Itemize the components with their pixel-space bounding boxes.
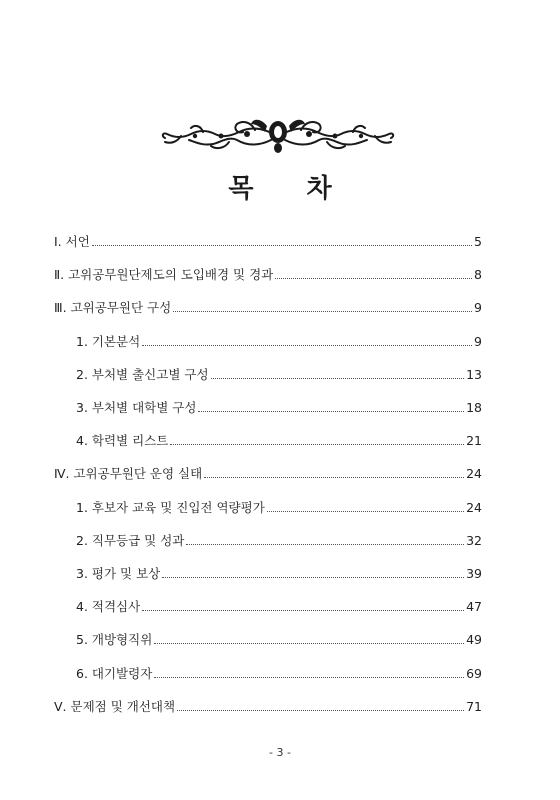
toc-entry-label: 5. 개방형직위 (76, 632, 153, 648)
toc-entry-page: 49 (466, 632, 482, 648)
toc-entry-label: 4. 학력별 리스트 (76, 433, 169, 449)
toc-entry-page: 8 (474, 267, 482, 283)
toc-entry-page: 24 (466, 466, 482, 482)
toc-entry[interactable] (54, 294, 482, 316)
toc-dot-leader (211, 378, 465, 379)
toc-dot-leader (204, 477, 464, 478)
toc-entry-page: 5 (474, 234, 482, 249)
toc-entry-page: 24 (466, 499, 482, 515)
toc-dot-leader (275, 278, 472, 279)
toc-entry-page: 69 (466, 665, 482, 681)
toc-entry[interactable] (76, 361, 482, 383)
page-number: - 3 - (269, 746, 291, 759)
toc-dot-leader (173, 311, 472, 312)
toc-entry-label: Ⅴ. 문제점 및 개선대책 (54, 698, 176, 714)
toc-entry[interactable] (76, 494, 482, 516)
toc-entry-label: 2. 부처별 출신고별 구성 (76, 366, 209, 382)
toc-entry[interactable] (76, 626, 482, 648)
toc-entry[interactable] (54, 261, 482, 283)
toc-entry-label: 3. 부처별 대학별 구성 (76, 400, 197, 415)
toc-entry[interactable] (54, 693, 482, 715)
toc-entry[interactable] (76, 427, 482, 449)
toc-entry-label: 6. 대기발령자 (76, 665, 153, 681)
toc-entry-page: 13 (466, 366, 482, 382)
toc-entry[interactable] (76, 660, 482, 682)
toc-entry-page: 21 (466, 433, 482, 449)
toc-entry[interactable] (76, 394, 482, 416)
toc-entry[interactable] (76, 560, 482, 582)
toc-entry-label: 3. 평가 및 보상 (76, 566, 161, 581)
toc-entry-label: Ⅲ. 고위공무원단 구성 (54, 300, 172, 316)
toc-entry[interactable] (76, 593, 482, 615)
toc-dot-leader (154, 643, 464, 644)
toc-entry-page: 18 (466, 400, 482, 415)
toc-entry-page: 47 (466, 599, 482, 615)
toc-entry-label: 4. 적격심사 (76, 599, 141, 615)
toc-dot-leader (92, 245, 472, 246)
toc-dot-leader (154, 677, 464, 678)
toc-entry-label: Ⅰ. 서언 (54, 234, 90, 249)
toc-dot-leader (142, 345, 472, 346)
decorative-ornament-icon (159, 112, 397, 158)
toc-dot-leader (142, 610, 464, 611)
toc-dot-leader (267, 511, 464, 512)
toc-entry-page: 71 (466, 698, 482, 714)
toc-entry-label: 1. 후보자 교육 및 진입전 역량평가 (76, 499, 265, 515)
toc-entry-page: 39 (466, 566, 482, 581)
toc-entry[interactable] (54, 460, 482, 482)
toc-entry[interactable] (76, 328, 482, 350)
toc-dot-leader (186, 544, 464, 545)
toc-dot-leader (177, 710, 464, 711)
toc-entry[interactable] (54, 228, 482, 250)
toc-entry-label: Ⅱ. 고위공무원단제도의 도입배경 및 경과 (54, 267, 274, 283)
toc-dot-leader (198, 411, 464, 412)
toc-entry-label: 1. 기본분석 (76, 333, 141, 349)
toc-entry-label: Ⅳ. 고위공무원단 운영 실태 (54, 466, 203, 482)
toc-entry-page: 9 (474, 300, 482, 316)
toc-dot-leader (162, 577, 464, 578)
toc-entry-page: 32 (466, 532, 482, 548)
toc-entry[interactable] (76, 527, 482, 549)
toc-entry-label: 2. 직무등급 및 성과 (76, 532, 185, 548)
toc-dot-leader (170, 444, 464, 445)
toc-entry-page: 9 (474, 333, 482, 349)
page-title: 목 차 (228, 174, 354, 204)
